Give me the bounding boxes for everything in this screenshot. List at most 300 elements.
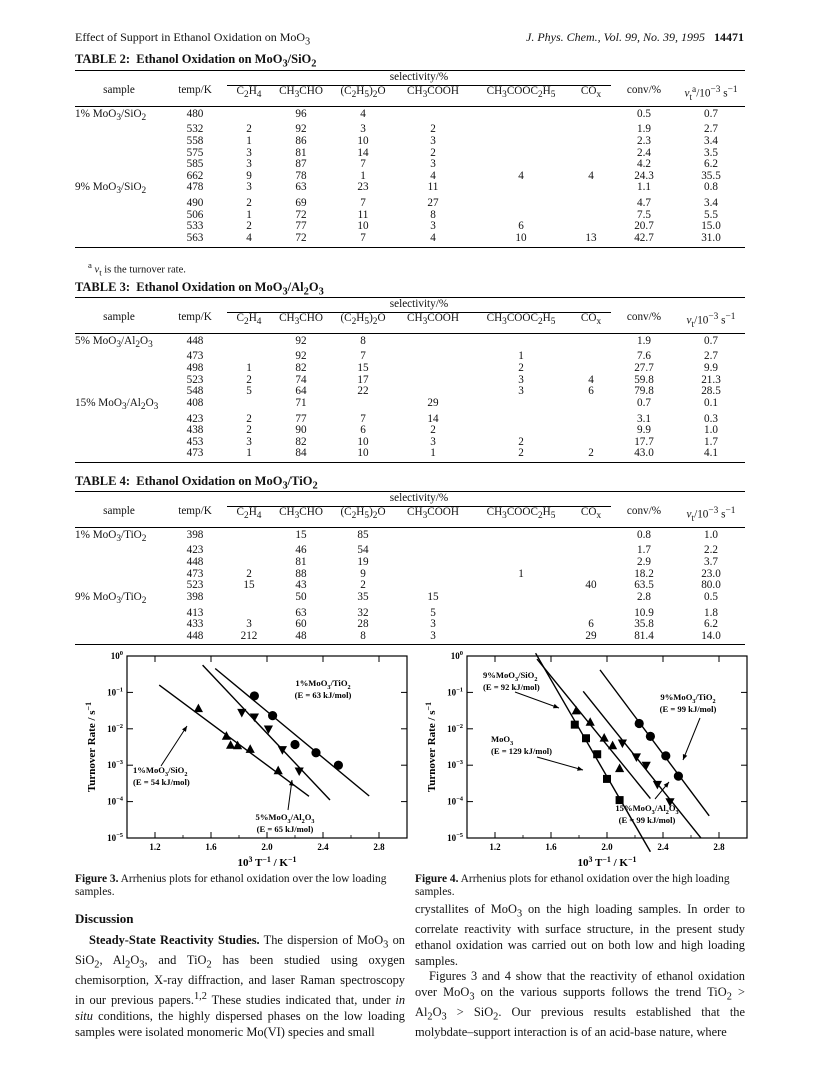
table-3 [75, 297, 745, 463]
column-header: temp/K [163, 312, 227, 333]
table-cell: 23 [357, 181, 369, 194]
table-cell: 2 [518, 435, 524, 448]
table-cell: 88 [295, 567, 307, 580]
y-tick-label: $10^{-1}$ [447, 686, 463, 698]
table-cell: 35.8 [634, 618, 654, 631]
table-row [75, 363, 745, 375]
table-cell: 2 [360, 579, 366, 592]
table-cell [395, 557, 471, 569]
table-cell: 408 [186, 396, 204, 409]
table-cell: 85 [357, 528, 369, 541]
table-cell: 2 [246, 412, 252, 425]
table-row [75, 527, 745, 545]
table-cell [395, 106, 471, 124]
table-cell [571, 333, 611, 351]
table-cell: 92 [295, 350, 307, 363]
column-header: $C_2H_4$ [227, 312, 271, 333]
series-label: 9%MoO$_3$/SiO$_2$ [483, 670, 538, 683]
table-cell [75, 210, 163, 222]
table-cell: 2 [471, 448, 571, 462]
table-cell: 3 [246, 181, 252, 194]
table-cell: 0.7 [704, 107, 718, 120]
series-label: MoO$_3$ [491, 734, 514, 747]
x-axis-label: $10^3$ $T^{-1} / K^{-1}$ [237, 855, 297, 869]
table-cell: 8 [360, 334, 366, 347]
table-cell [571, 527, 611, 545]
figure4-caption-label: Figure 4. [415, 873, 459, 885]
column-header: $CH_3COOC_2H_5$ [471, 312, 571, 333]
table-cell: 90 [295, 424, 307, 437]
table-cell: 6 [518, 220, 524, 233]
table-cell: 43.0 [611, 448, 677, 462]
annotation-arrow [537, 757, 583, 770]
table-cell [471, 136, 571, 148]
table-cell: 453 [186, 435, 204, 448]
table-cell: 9 [360, 567, 366, 580]
table-cell: 10 [357, 435, 369, 448]
table-cell [75, 124, 163, 136]
annotation-arrowhead [289, 780, 294, 786]
table-cell: 423 [186, 412, 204, 425]
table-cell: 14.0 [677, 631, 745, 645]
table-cell [75, 159, 163, 171]
table-cell [571, 398, 611, 414]
series-activation-energy: (E = 129 kJ/mol) [491, 746, 552, 756]
table-cell: 54 [357, 544, 369, 557]
table-cell: 2.2 [704, 544, 718, 557]
table-cell: 1.7 [704, 435, 718, 448]
table-cell [75, 569, 163, 581]
table-cell: 1.7 [637, 544, 651, 557]
discussion-heading: Discussion [75, 911, 134, 926]
table-cell: 2.4 [637, 146, 651, 159]
selectivity-group-header: selectivity/% [227, 298, 611, 313]
table-cell: 3.5 [704, 146, 718, 159]
table-cell [571, 148, 611, 160]
table-cell: 2.3 [637, 135, 651, 148]
table-cell: 506 [186, 208, 204, 221]
column-header: $(C_2H_5)_2O$ [331, 506, 395, 527]
table-cell: 10 [471, 233, 571, 247]
table-cell [471, 619, 571, 631]
table-cell: 3 [430, 220, 436, 233]
discussion-left-text: The dispersion of MoO$_3$ on SiO$_2$, $Al_2O_3$, and TiO$_2$ has been studied using oxygen chemisorption, X-ray diffraction, and laser Raman spectroscopy in our previous papers.$^{1,2}$ These studies indicated that, under in situ conditions, the highly dispersed phases on the low loading samples were isolated monomeric Mo(VI) species and small [75, 933, 406, 1039]
table-cell [571, 414, 611, 426]
table-cell [75, 351, 163, 363]
table-cell [471, 557, 571, 569]
table-cell [471, 106, 571, 124]
table-cell: 3 [360, 123, 366, 136]
data-point-circle [334, 761, 343, 770]
table-cell: 2.7 [704, 123, 718, 136]
x-tick-label: 2.0 [261, 842, 273, 852]
x-tick-label: 1.6 [205, 842, 217, 852]
table-cell: 6 [360, 424, 366, 437]
table-cell: 84 [271, 448, 331, 462]
table-cell: 1 [360, 169, 366, 182]
table-cell: 4 [227, 233, 271, 247]
table-cell: 5 [246, 385, 252, 398]
table-cell: 10 [331, 448, 395, 462]
table-cell [471, 592, 571, 608]
data-point-square [603, 775, 611, 783]
table-cell: 79.8 [634, 385, 654, 398]
table-cell: 575 [186, 146, 204, 159]
column-header: conv/% [611, 312, 677, 333]
table-cell: 8 [430, 208, 436, 221]
figure3-arrhenius-plot [75, 648, 415, 883]
column-header: $v_t^a/10^{-3}$ $s^{-1}$ [677, 85, 745, 106]
data-point-triangle-down [250, 713, 259, 722]
table-cell: 3 [246, 618, 252, 631]
series-activation-energy: (E = 99 kJ/mol) [618, 815, 676, 825]
table-cell [571, 136, 611, 148]
table-row [75, 557, 745, 569]
table-cell: 2.9 [637, 556, 651, 569]
table-cell: 2 [246, 373, 252, 386]
table-cell: 3 [518, 385, 524, 398]
table-cell: 15% $MoO_3/Al_2O_3$ [75, 396, 159, 413]
y-axis-label: Turnover Rate / $s^{-1}$ [84, 701, 98, 793]
table-cell: 8 [331, 631, 395, 645]
table-cell: 433 [186, 618, 204, 631]
table-cell [571, 545, 611, 557]
series-activation-energy: (E = 99 kJ/mol) [659, 704, 717, 714]
table-cell: 10.9 [634, 606, 654, 619]
table-cell [395, 545, 471, 557]
figure3-caption [75, 873, 405, 899]
table-row [75, 631, 745, 645]
table-cell [75, 148, 163, 160]
table-cell: 10 [357, 135, 369, 148]
table-cell: 18.2 [634, 567, 654, 580]
table-cell: 9.9 [637, 424, 651, 437]
column-header: temp/K [163, 506, 227, 527]
table-cell [75, 233, 163, 247]
table-cell: 4.2 [637, 158, 651, 171]
column-header: $C_2H_4$ [227, 506, 271, 527]
table-cell [227, 106, 271, 124]
table-cell: 20.7 [634, 220, 654, 233]
data-point-square [582, 734, 590, 742]
x-tick-label: 1.2 [149, 842, 161, 852]
table-cell: 46 [295, 544, 307, 557]
table-cell: 1% MoO$_3$/TiO$_2$ [75, 528, 147, 544]
plot-frame [127, 656, 407, 838]
table-cell: 4 [360, 107, 366, 120]
table-cell: 11 [427, 181, 439, 194]
column-header: sample [75, 506, 163, 527]
table-cell: 15 [427, 590, 439, 603]
table-cell [75, 198, 163, 210]
table-cell: 7 [360, 412, 366, 425]
table-row [75, 448, 745, 462]
y-tick-label: $10^{-3}$ [447, 759, 463, 771]
table-cell: 0.1 [704, 396, 718, 409]
series-label: $5\%MoO_3/Al_2O_3$ [255, 812, 315, 825]
table-cell [75, 557, 163, 569]
table-cell [471, 124, 571, 136]
table-cell: 4.7 [637, 197, 651, 210]
series-activation-energy: (E = 54 kJ/mol) [133, 777, 190, 787]
table-cell: 2 [246, 567, 252, 580]
table-cell: 10 [357, 220, 369, 233]
table-cell: 1% MoO$_3$/SiO$_2$ [75, 107, 147, 123]
table-cell [471, 580, 571, 592]
table-cell [395, 569, 471, 581]
table-cell: 1.9 [637, 123, 651, 136]
table-cell [471, 333, 571, 351]
x-tick-label: 2.8 [373, 842, 385, 852]
table-cell [571, 351, 611, 363]
y-tick-label: $10^{-2}$ [107, 722, 123, 734]
data-point-triangle-up [572, 706, 581, 715]
table-cell [471, 398, 571, 414]
table-cell: 0.8 [637, 528, 651, 541]
table-cell: 35 [357, 590, 369, 603]
table-cell: 78 [295, 169, 307, 182]
figure4-caption [415, 873, 745, 899]
table-2 [75, 70, 745, 248]
table-cell [471, 148, 571, 160]
table-cell: 15 [357, 362, 369, 375]
data-point-triangle-up [226, 740, 235, 749]
table-cell: 64 [295, 385, 307, 398]
table-row [75, 182, 745, 198]
table-cell: 2.7 [704, 350, 718, 363]
table-cell: 6.2 [704, 158, 718, 171]
table-cell [571, 425, 611, 437]
table-cell: 40 [585, 579, 597, 592]
y-axis-label: Turnover Rate / $s^{-1}$ [424, 701, 438, 793]
table-cell [395, 527, 471, 545]
table-cell: 478 [186, 181, 204, 194]
table-cell [471, 608, 571, 620]
table-cell: 4 [588, 373, 594, 386]
table-cell: 3 [518, 373, 524, 386]
table-cell: 87 [295, 158, 307, 171]
table-cell: 1.8 [704, 606, 718, 619]
column-header: conv/% [611, 506, 677, 527]
column-header: conv/% [611, 85, 677, 106]
table-cell: 4 [430, 169, 436, 182]
table-cell [75, 437, 163, 449]
annotation-arrowhead [182, 726, 187, 732]
discussion-right-paragraph-2: Figures 3 and 4 show that the reactivity of ethanol oxidation over MoO$_3$ on the various supports follows the trend $TiO_2 > Al_2O_3 > SiO_2$. Our previous results established that the molybdate–support interaction is of an acid-base nature, where [415, 969, 746, 1040]
table-cell: 63 [295, 606, 307, 619]
table-cell [395, 375, 471, 387]
table-cell: 2 [430, 123, 436, 136]
table-cell: 4 [588, 169, 594, 182]
table-cell: 1 [246, 362, 252, 375]
table-cell: 3 [246, 146, 252, 159]
x-tick-label: 2.0 [601, 842, 613, 852]
running-header-left: Effect of Support in Ethanol Oxidation on MoO$_3$ [75, 30, 311, 48]
table-cell: 2.8 [637, 590, 651, 603]
table-cell: 60 [295, 618, 307, 631]
table-cell: 3 [430, 435, 436, 448]
table-cell: 548 [186, 385, 204, 398]
table-cell: 74 [295, 373, 307, 386]
table-cell [571, 198, 611, 210]
data-point-triangle-down [237, 709, 246, 718]
table-cell: 81 [295, 146, 307, 159]
series-label: 1%MoO$_3$/SiO$_2$ [133, 765, 188, 778]
table-cell: 28 [357, 618, 369, 631]
table-cell: 523 [186, 579, 204, 592]
table-cell: 4 [518, 169, 524, 182]
table-cell: 498 [186, 362, 204, 375]
table-cell: 19 [357, 556, 369, 569]
table-cell: 0.5 [637, 107, 651, 120]
fit-line-9-MoO3-SiO2 [537, 659, 650, 798]
table-row [75, 106, 745, 124]
table-cell: 4 [395, 233, 471, 247]
table-cell: 21.3 [701, 373, 721, 386]
table3-caption: TABLE 3: Ethanol Oxidation on $MoO_3/Al_2O_3$ [75, 280, 324, 298]
column-header: temp/K [163, 85, 227, 106]
discussion-left-paragraph [75, 933, 405, 1040]
y-tick-label: $10^{-5}$ [107, 832, 123, 843]
table-cell: 7 [331, 233, 395, 247]
table-row [75, 233, 745, 247]
table-cell: 31.0 [677, 233, 745, 247]
table-cell [571, 592, 611, 608]
table-cell [75, 619, 163, 631]
table-cell: 24.3 [634, 169, 654, 182]
x-tick-label: 2.8 [713, 842, 725, 852]
table-cell [75, 545, 163, 557]
table-cell [571, 124, 611, 136]
column-header: $CH_3COOC_2H_5$ [471, 85, 571, 106]
table-cell: 81.4 [611, 631, 677, 645]
y-tick-label: $10^0$ [110, 650, 123, 661]
table-cell: 2 [246, 123, 252, 136]
table-cell: 59.8 [634, 373, 654, 386]
table-cell: 71 [295, 396, 307, 409]
data-point-triangle-up [608, 741, 617, 750]
discussion-right-column [415, 902, 745, 1041]
table-cell: 7 [360, 197, 366, 210]
table-cell: 6 [588, 618, 594, 631]
y-tick-label: $10^{-4}$ [447, 795, 463, 807]
table-cell: 2 [430, 424, 436, 437]
data-point-triangle-up [246, 744, 255, 753]
table-cell: 14 [357, 146, 369, 159]
data-point-square [593, 750, 601, 758]
table-cell: 448 [163, 631, 227, 645]
series-activation-energy: (E = 65 kJ/mol) [256, 824, 314, 834]
table-cell: 6.2 [704, 618, 718, 631]
table-cell [571, 210, 611, 222]
table-cell: 32 [357, 606, 369, 619]
table-cell: 1 [518, 350, 524, 363]
x-tick-label: 2.4 [317, 842, 329, 852]
annotation-arrowhead [683, 754, 687, 760]
table-cell: 15 [243, 579, 255, 592]
table-cell: 473 [186, 350, 204, 363]
x-tick-label: 1.2 [489, 842, 501, 852]
column-header: $CH_3COOC_2H_5$ [471, 506, 571, 527]
table-cell: 398 [186, 590, 204, 603]
table-cell: 9% MoO$_3$/TiO$_2$ [75, 590, 147, 607]
table-cell: 63 [295, 181, 307, 194]
table-cell: 480 [186, 107, 204, 120]
table-cell: 448 [186, 556, 204, 569]
table-cell [227, 557, 271, 569]
table-cell [75, 363, 163, 375]
page-number: 14471 [714, 30, 744, 44]
table-cell: 473 [163, 448, 227, 462]
table-cell [471, 182, 571, 198]
discussion-right-paragraph-1: crystallites of MoO$_3$ on the high loading samples. In order to correlate reactivity with surface structure, in the present study ethanol oxidation was carried out on both low and high loading samples. [415, 902, 746, 968]
table-cell: 15 [295, 528, 307, 541]
table-cell: 1.1 [637, 181, 651, 194]
table-cell: 82 [295, 362, 307, 375]
table-cell: 13 [571, 233, 611, 247]
table-cell [227, 592, 271, 608]
table-cell: 1 [246, 135, 252, 148]
column-header: $(C_2H_5)_2O$ [331, 85, 395, 106]
series-activation-energy: (E = 63 kJ/mol) [294, 690, 352, 700]
table-cell: 3 [395, 631, 471, 645]
table-cell: 82 [295, 435, 307, 448]
table-cell: 3 [430, 135, 436, 148]
table-cell: 2 [246, 197, 252, 210]
table-cell [75, 448, 163, 462]
column-header: $v_t/10^{-3}$ $s^{-1}$ [677, 506, 745, 527]
table-cell: 1 [227, 448, 271, 462]
table-cell [395, 333, 471, 351]
table2-footnote: $^a$ $v_t$ is the turnover rate. [88, 260, 186, 278]
annotation-arrow [683, 718, 700, 760]
table-cell [227, 398, 271, 414]
table-cell: 398 [186, 528, 204, 541]
table-4 [75, 491, 745, 645]
table-cell: 9.9 [704, 362, 718, 375]
table-cell: 1 [518, 567, 524, 580]
table-cell: 5 [430, 606, 436, 619]
column-header: $C_2H_4$ [227, 85, 271, 106]
annotation-arrowhead [577, 766, 583, 770]
data-point-triangle-up [194, 704, 203, 713]
y-tick-label: $10^{-1}$ [107, 686, 123, 698]
table-cell: 3 [430, 618, 436, 631]
table-cell: 3 [246, 435, 252, 448]
table-cell [75, 375, 163, 387]
table-row [75, 136, 745, 148]
journal-citation: J. Phys. Chem., Vol. 99, No. 39, 1995 [526, 30, 705, 44]
column-header: $CH_3COOH$ [395, 85, 471, 106]
table-cell: 15.0 [701, 220, 721, 233]
table-cell: 92 [295, 123, 307, 136]
data-point-triangle-up [274, 766, 283, 775]
table-cell: 1 [395, 448, 471, 462]
table-cell: 0.8 [704, 181, 718, 194]
table-cell [571, 106, 611, 124]
table-cell: 423 [186, 544, 204, 557]
table-cell: 3 [430, 158, 436, 171]
table-cell: 1.9 [637, 334, 651, 347]
table-cell: 69 [295, 197, 307, 210]
running-header-right [526, 30, 744, 45]
table-cell: 14 [427, 412, 439, 425]
table-cell: 0.7 [637, 396, 651, 409]
annotation-arrow [161, 726, 187, 766]
table-cell: 11 [357, 208, 369, 221]
table-cell: 1 [246, 208, 252, 221]
table-cell [331, 398, 395, 414]
